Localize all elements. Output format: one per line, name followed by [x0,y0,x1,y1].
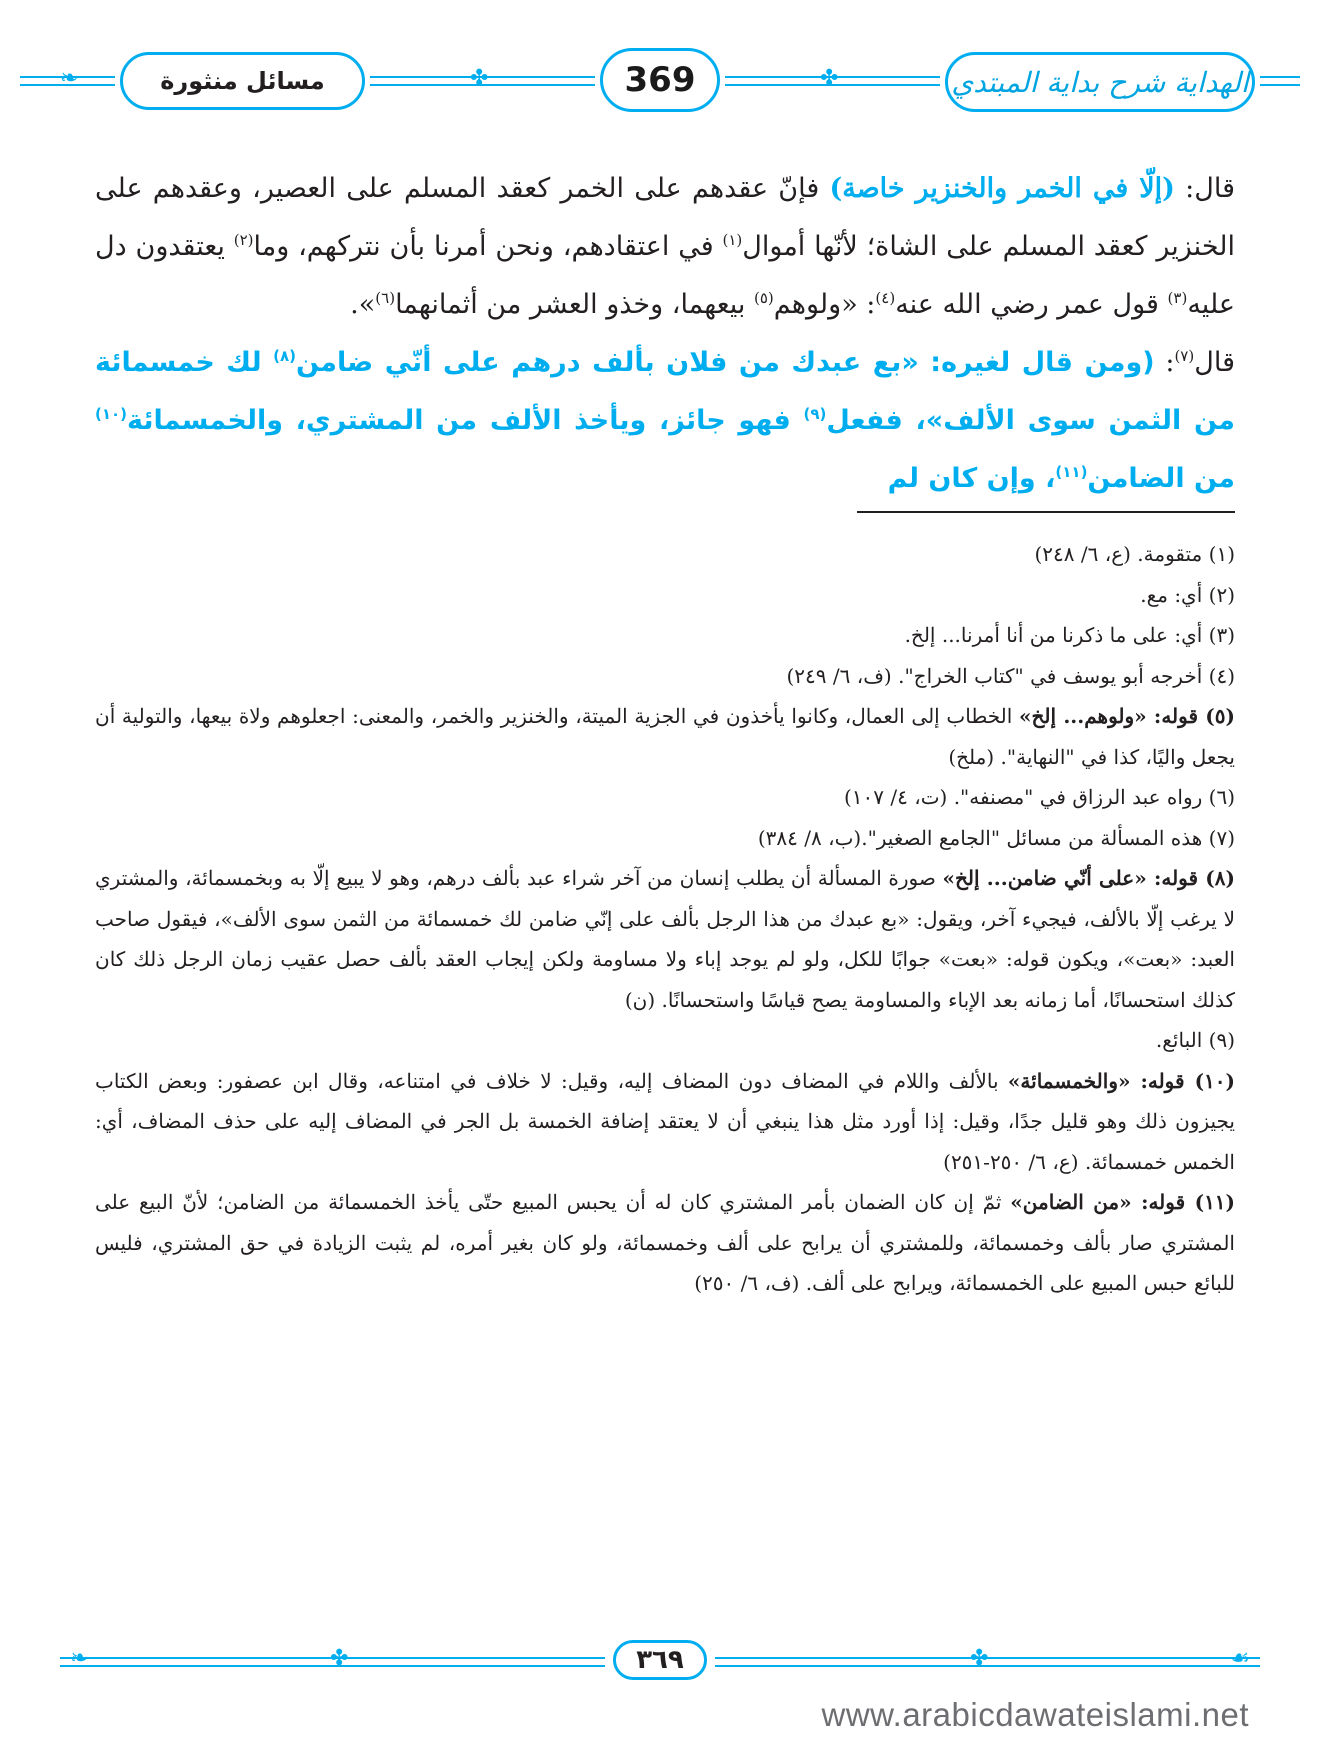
footnote-2: (٢) أي: مع. [1140,582,1235,607]
matn-text: (ومن قال لغيره: «بع عبدك من فلان بألف درهم على أنّي ضامن [295,347,1155,378]
header-rule-right [1260,76,1300,78]
text-run: قال: [1174,173,1235,204]
ornament-icon: ☙ [1230,1646,1250,1671]
footnote-1: (١) متقومة. (ع، ٦/ ٢٤٨) [1034,542,1235,566]
ornament-icon: ✤ [820,66,839,91]
text-run: : «ولوهم [773,289,876,320]
ornament-icon: ✤ [470,66,489,91]
paragraph-1 [95,160,1235,334]
footnote-ref[interactable]: (٧) [1174,347,1195,365]
footnote-ref[interactable]: (٩) [803,405,827,423]
main-text [95,160,1235,508]
footnote-5 [95,696,1235,777]
book-title: الهداية شرح بداية المبتدي [945,52,1255,112]
footnote-ref[interactable]: (٣) [1167,289,1188,307]
footnote-ref[interactable]: (٨) [273,347,296,365]
footnote-11 [95,1182,1235,1304]
footnote-3: (٣) أي: على ما ذكرنا من أنا أمرنا... إلخ. [904,623,1235,647]
footnotes [95,534,1235,1304]
header-rule-right-2 [1260,84,1300,86]
footnote-ref[interactable]: (١٠) [95,405,128,423]
footnote-text: ثمّ إن كان الضمان بأمر المشتري كان له أن يحبس المبيع حتّى يأخذ الخمسمائة من الضامن؛ لأنّ البيع على المشتري صار بألف وخمسمائة، وللمشتري أن يرابح على ألف وخمسمائة، ولو كان بغير أمره، لم يثبت الزيادة في حق المشتري، فليس للبائع حبس المبيع على الخمسمائة، ويرابح على ألف. (ف، ٦/ ٢٥٠) [95,1190,1235,1295]
matn-text: فهو جائز، ويأخذ الألف من المشتري، والخمسمائة [127,405,804,436]
matn-highlight: (إلّا في الخمر والخنزير خاصة) [829,173,1175,204]
text-run: : [1154,347,1175,378]
footnote-ref[interactable]: (٥) [754,289,774,307]
footnote-ref[interactable]: (٦) [375,289,396,307]
footnote-ref[interactable]: (٢) [233,231,254,249]
matn-text: لك خمسمائة من الثمن سوى الألف»، ففعل [95,347,1235,436]
page-number-bottom: ٣٦٩ [613,1640,707,1680]
footnote-ref[interactable]: (٤) [875,289,896,307]
footnote-10 [95,1061,1235,1183]
footnote-7: (٧) هذه المسألة من مسائل "الجامع الصغير".(ب، ٨/ ٣٨٤) [757,825,1235,850]
footnote-separator [857,511,1235,513]
footnote-ref[interactable]: (١١) [1055,463,1088,481]
ornament-icon: ❧ [60,66,79,91]
text-run: بيعهما، وخذو العشر من أثمانهما [395,289,754,320]
text-run: في اعتقادهم، ونحن أمرنا بأن نتركهم، وما [253,231,723,262]
website-url[interactable]: www.arabicdawateislami.net [821,1696,1249,1733]
matn-text: من الضامن [1087,463,1235,494]
footnote-label: (٥) قوله: «ولوهم... إلخ» [1018,704,1235,728]
text-run: ». [350,289,376,320]
section-title: مسائل منثورة [120,52,365,110]
text-run: يعتقدون دل عليه [95,231,1235,320]
matn-text: ، وإن كان لم [887,463,1056,494]
footnote-label: (١١) قوله: «من الضامن» [1010,1190,1236,1214]
footnote-text: صورة المسألة أن يطلب إنسان من آخر شراء عبد بألف درهم، وهو لا يبيع إلّا به وبخمسمائة، والمشتري لا يرغب إلّا بالألف، فيجيء آخر، ويقول: «بع عبدك من هذا الرجل بألف على إنّي ضامن لك خمسمائة من الثمن سوى الألف»، فيقول صاحب العبد: «بعت»، ويكون قوله: «بعت» جوابًا للكل، ولو لم يوجد إباء ولا مساومة ولكن إيجاب العقد بألف حصل عقيب زمان الرجل ذلك كان كذلك استحسانًا، أما زمانه بعد الإباء والمساومة يصح قياسًا واستحسانًا. (ن) [95,866,1235,1012]
page-header [0,0,1319,120]
footnote-label: (١٠) قوله: «والخمسمائة» [1007,1068,1235,1093]
footnote-text: الخطاب إلى العمال، وكانوا يأخذون في الجزية الميتة، والخنزير والخمر، والمعنى: اجعلوهم ولاة بيعها، والتولية أن يجعل واليًا، كذا في "النهاية". (ملخ) [95,704,1235,769]
paragraph-2 [95,334,1235,508]
ornament-icon: ❧ [70,1646,89,1671]
footnote-8 [95,858,1235,1020]
footnote-label: (٨) قوله: «على أنّي ضامن... إلخ» [942,866,1235,890]
ornament-icon: ✤ [970,1646,989,1671]
footnote-text: بالألف واللام في المضاف دون المضاف إليه، وقيل: لا خلاف في امتناعه، وقال ابن عصفور: وبعض الكتاب يجيزون ذلك وهو قليل جدًا، وقيل: إذا أورد مثل هذا ينبغي أن لا يعتقد إضافة الخمسة بل الجر في المضاف إليه على حذف المضاف، أي: الخمس خمسمائة. (ع، ٦/ ٢٥٠-٢٥١) [95,1068,1235,1174]
ornament-icon: ✤ [330,1646,349,1671]
footnote-6: (٦) رواه عبد الرزاق في "مصنفه". (ت، ٤/ ١٠٧) [843,785,1235,809]
text-run: قول عمر رضي الله عنه [895,289,1168,320]
footnote-ref[interactable]: (١) [722,231,743,249]
text-run: فإنّ عقدهم على الخمر كعقد المسلم على العصير، وعقدهم على الخنزير كعقد المسلم على الشاة؛ لأنّها أموال [95,173,1235,262]
footnote-9: (٩) البائع. [1155,1028,1235,1052]
page-number-top: 369 [600,48,720,112]
text-run: قال [1194,347,1235,378]
footnote-4: (٤) أخرجه أبو يوسف في "كتاب الخراج". (ف، ٦/ ٢٤٩) [786,663,1235,688]
